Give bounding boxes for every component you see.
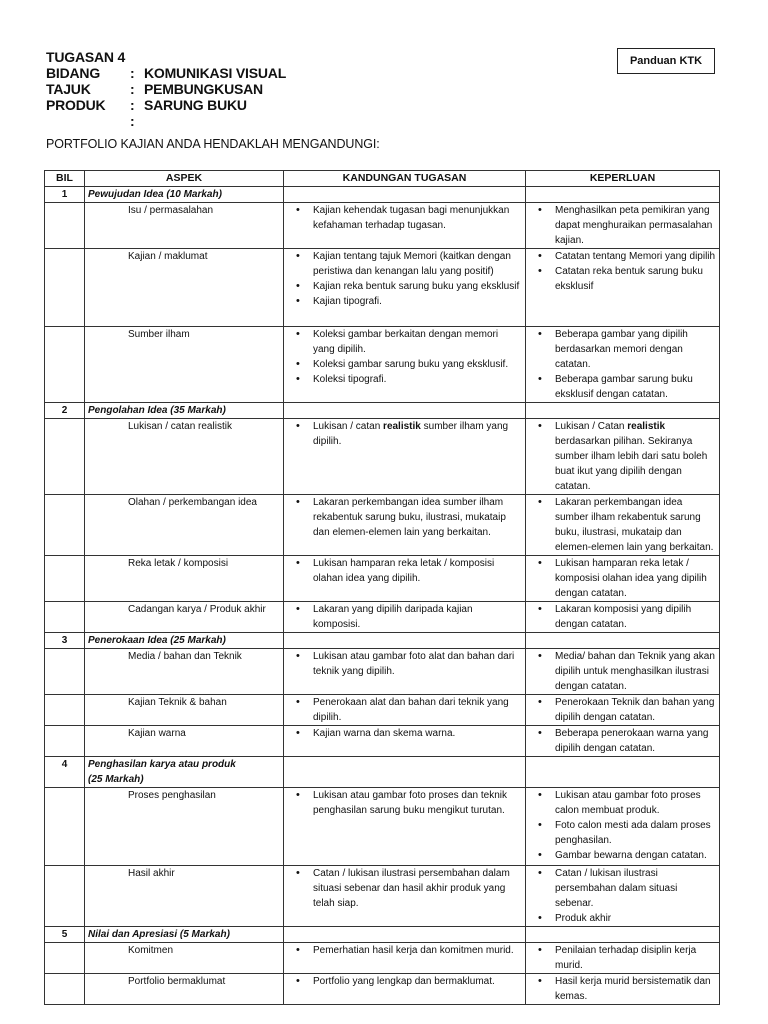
empty-cell <box>284 187 526 203</box>
table-row <box>45 419 720 495</box>
aspek-cell: Cadangan karya / Produk akhir <box>85 602 284 633</box>
empty-cell <box>526 187 720 203</box>
keperluan-cell <box>526 649 720 695</box>
empty-cell <box>526 633 720 649</box>
text-part: berdasarkan pilihan. Sekiranya sumber ilham lebih dari satu boleh buat ikut yang dipilih dengan catatan. <box>555 436 708 492</box>
assignment-title <box>46 49 286 65</box>
empty-cell <box>45 249 85 327</box>
list-item: • Lakaran perkembangan idea sumber ilham rekabentuk sarung buku, ilustrasi, mukataip dan elemen-elemen lain yang berkaitan. <box>287 495 522 540</box>
keperluan-cell <box>526 327 720 403</box>
list-item: • Koleksi gambar sarung buku yang eksklusif. <box>287 357 522 372</box>
section-row <box>45 757 720 788</box>
aspek-cell: Portfolio bermaklumat <box>85 974 284 1005</box>
list-item: • Pemerhatian hasil kerja dan komitmen murid. <box>287 943 522 958</box>
bold-text: realistik <box>627 421 666 432</box>
list-item: • Produk akhir <box>529 911 716 926</box>
list-item: • Portfolio yang lengkap dan bermaklumat. <box>287 974 522 989</box>
list-item: • Foto calon mesti ada dalam proses penghasilan. <box>529 818 716 848</box>
list-item: • Menghasilkan peta pemikiran yang dapat menghuraikan permasalahan kajian. <box>529 203 716 248</box>
text-part: Lukisan / catan <box>313 421 384 432</box>
aspek-cell: Kajian / maklumat <box>85 249 284 327</box>
header-colon: : <box>130 65 135 81</box>
section-number: 1 <box>45 187 85 203</box>
kandungan-cell <box>284 649 526 695</box>
list-item: • Lukisan hamparan reka letak / komposisi olahan idea yang dipilih dengan catatan. <box>529 556 716 601</box>
empty-cell <box>284 757 526 788</box>
aspek-cell: Reka letak / komposisi <box>85 556 284 602</box>
keperluan-cell <box>526 203 720 249</box>
table-row <box>45 974 720 1005</box>
aspek-cell: Lukisan / catan realistik <box>85 419 284 495</box>
table-row <box>45 556 720 602</box>
header-row-blank <box>46 113 286 129</box>
kandungan-cell <box>284 249 526 327</box>
header-row-bidang <box>46 65 286 81</box>
empty-cell <box>45 419 85 495</box>
kandungan-cell <box>284 327 526 403</box>
text-part: Lukisan / Catan <box>555 421 628 432</box>
section-number: 4 <box>45 757 85 788</box>
kandungan-cell <box>284 943 526 974</box>
list-item: • Lakaran yang dipilih daripada kajian komposisi. <box>287 602 522 632</box>
empty-cell <box>526 927 720 943</box>
aspek-cell: Media / bahan dan Teknik <box>85 649 284 695</box>
kandungan-cell <box>284 602 526 633</box>
aspek-cell: Komitmen <box>85 943 284 974</box>
aspek-cell: Proses penghasilan <box>85 788 284 866</box>
header-key: TAJUK <box>46 81 91 97</box>
keperluan-cell <box>526 943 720 974</box>
empty-cell <box>526 757 720 788</box>
list-item: • Beberapa gambar yang dipilih berdasarkan memori dengan catatan. <box>529 327 716 372</box>
table-row <box>45 726 720 757</box>
empty-cell <box>45 327 85 403</box>
assignment-header <box>46 49 286 129</box>
aspek-cell: Hasil akhir <box>85 866 284 927</box>
aspek-cell: Sumber ilham <box>85 327 284 403</box>
list-item: • Catan / lukisan ilustrasi persembahan dalam situasi sebenar. <box>529 866 716 911</box>
table-row <box>45 866 720 927</box>
list-item: • Catatan reka bentuk sarung buku eksklusif <box>529 264 716 294</box>
list-item: • Beberapa gambar sarung buku eksklusif dengan catatan. <box>529 372 716 402</box>
header-colon: : <box>130 81 135 97</box>
table-row <box>45 695 720 726</box>
empty-cell <box>45 203 85 249</box>
list-item: • Lukisan atau gambar foto proses dan teknik penghasilan sarung buku mengikut turutan. <box>287 788 522 818</box>
keperluan-cell <box>526 556 720 602</box>
keperluan-cell <box>526 419 720 495</box>
col-header-bil: BIL <box>45 171 85 187</box>
header-key: BIDANG <box>46 65 101 81</box>
panduan-ktk-badge: Panduan KTK <box>617 48 715 74</box>
empty-cell <box>284 633 526 649</box>
keperluan-cell <box>526 249 720 327</box>
header-value: KOMUNIKASI VISUAL <box>144 65 287 81</box>
section-number: 5 <box>45 927 85 943</box>
kandungan-cell <box>284 556 526 602</box>
list-item: • Penilaian terhadap disiplin kerja murid. <box>529 943 716 973</box>
col-header-aspek: ASPEK <box>85 171 284 187</box>
list-item: • Kajian kehendak tugasan bagi menunjukkan kefahaman terhadap tugasan. <box>287 203 522 233</box>
col-header-kandungan: KANDUNGAN TUGASAN <box>284 171 526 187</box>
empty-cell <box>45 495 85 556</box>
list-item: • Koleksi gambar berkaitan dengan memori yang dipilih. <box>287 327 522 357</box>
section-title <box>85 757 284 788</box>
empty-cell <box>284 403 526 419</box>
list-item: • Catatan tentang Memori yang dipilih <box>529 249 716 264</box>
list-item: • Lukisan atau gambar foto alat dan bahan dari teknik yang dipilih. <box>287 649 522 679</box>
header-value: PEMBUNGKUSAN <box>144 81 263 97</box>
header-key: PRODUK <box>46 97 106 113</box>
list-item: • Lakaran perkembangan idea sumber ilham rekabentuk sarung buku, ilustrasi, mukataip dan elemen-elemen lain yang berkaitan. <box>529 495 716 555</box>
section-row <box>45 633 720 649</box>
empty-cell <box>45 726 85 757</box>
section-title: Penerokaan Idea (25 Markah) <box>85 633 284 649</box>
empty-cell <box>45 602 85 633</box>
table-row <box>45 788 720 866</box>
text-part: sumber ilham yang dipilih. <box>313 421 509 447</box>
table-row <box>45 649 720 695</box>
empty-cell <box>45 943 85 974</box>
table-row <box>45 602 720 633</box>
kandungan-cell <box>284 788 526 866</box>
col-header-keperluan: KEPERLUAN <box>526 171 720 187</box>
list-item: • Kajian warna dan skema warna. <box>287 726 522 741</box>
empty-cell <box>45 695 85 726</box>
header-key <box>46 113 130 129</box>
bold-text: realistik <box>383 421 421 432</box>
kandungan-cell <box>284 495 526 556</box>
empty-cell <box>45 866 85 927</box>
kandungan-cell <box>284 419 526 495</box>
keperluan-cell <box>526 788 720 866</box>
kandungan-cell <box>284 203 526 249</box>
section-row <box>45 403 720 419</box>
list-item: • Hasil kerja murid bersistematik dan kemas. <box>529 974 716 1004</box>
list-item: • Lukisan atau gambar foto proses calon membuat produk. <box>529 788 716 818</box>
list-item: • Lukisan hamparan reka letak / komposisi olahan idea yang dipilih. <box>287 556 522 586</box>
list-item: • Kajian reka bentuk sarung buku yang eksklusif <box>287 279 522 294</box>
empty-cell <box>45 974 85 1005</box>
aspek-cell: Kajian warna <box>85 726 284 757</box>
empty-cell <box>45 788 85 866</box>
list-item: • Media/ bahan dan Teknik yang akan dipilih untuk menghasilkan ilustrasi dengan catatan. <box>529 649 716 694</box>
section-title: Pewujudan Idea (10 Markah) <box>85 187 284 203</box>
empty-cell <box>45 649 85 695</box>
list-item: • Kajian tentang tajuk Memori (kaitkan dengan peristiwa dan kenangan lalu yang positif) <box>287 249 522 279</box>
list-item <box>287 419 522 449</box>
kandungan-cell <box>284 974 526 1005</box>
section-number: 2 <box>45 403 85 419</box>
table-row <box>45 249 720 327</box>
list-item: • Koleksi tipografi. <box>287 372 522 387</box>
kandungan-cell <box>284 695 526 726</box>
list-item: • Catan / lukisan ilustrasi persembahan dalam situasi sebenar dan hasil akhir produk yang telah siap. <box>287 866 522 911</box>
table-row <box>45 943 720 974</box>
keperluan-cell <box>526 726 720 757</box>
empty-cell <box>526 403 720 419</box>
keperluan-cell <box>526 495 720 556</box>
header-row-produk <box>46 97 286 113</box>
aspek-cell: Isu / permasalahan <box>85 203 284 249</box>
list-item: • Gambar bewarna dengan catatan. <box>529 848 716 863</box>
header-colon: : <box>130 113 135 129</box>
aspek-cell: Olahan / perkembangan idea <box>85 495 284 556</box>
empty-cell <box>45 556 85 602</box>
list-item: • Beberapa penerokaan warna yang dipilih dengan catatan. <box>529 726 716 756</box>
keperluan-cell <box>526 695 720 726</box>
list-item: • Penerokaan Teknik dan bahan yang dipilih dengan catatan. <box>529 695 716 725</box>
header-row-tajuk <box>46 81 286 97</box>
portfolio-intro: PORTFOLIO KAJIAN ANDA HENDAKLAH MENGANDUNGI: <box>46 137 380 151</box>
kandungan-cell <box>284 866 526 927</box>
title-text: TUGASAN 4 <box>46 49 126 65</box>
section-row <box>45 187 720 203</box>
list-item: • Lakaran komposisi yang dipilih dengan catatan. <box>529 602 716 632</box>
section-title-line: Penghasilan karya atau produk <box>88 759 236 770</box>
section-title: Nilai dan Apresiasi (5 Markah) <box>85 927 284 943</box>
kandungan-cell <box>284 726 526 757</box>
list-item: • Penerokaan alat dan bahan dari teknik yang dipilih. <box>287 695 522 725</box>
portfolio-table <box>44 170 720 1005</box>
section-row <box>45 927 720 943</box>
list-item: • Kajian tipografi. <box>287 294 522 309</box>
section-number: 3 <box>45 633 85 649</box>
empty-cell <box>284 927 526 943</box>
table-row <box>45 495 720 556</box>
header-colon: : <box>130 97 135 113</box>
keperluan-cell <box>526 866 720 927</box>
aspek-cell: Kajian Teknik & bahan <box>85 695 284 726</box>
keperluan-cell <box>526 974 720 1005</box>
section-title: Pengolahan Idea (35 Markah) <box>85 403 284 419</box>
table-row <box>45 203 720 249</box>
table-row <box>45 327 720 403</box>
section-title-line: (25 Markah) <box>88 774 144 785</box>
header-value: SARUNG BUKU <box>144 97 247 113</box>
table-header-row <box>45 171 720 187</box>
list-item <box>529 419 716 494</box>
keperluan-cell <box>526 602 720 633</box>
